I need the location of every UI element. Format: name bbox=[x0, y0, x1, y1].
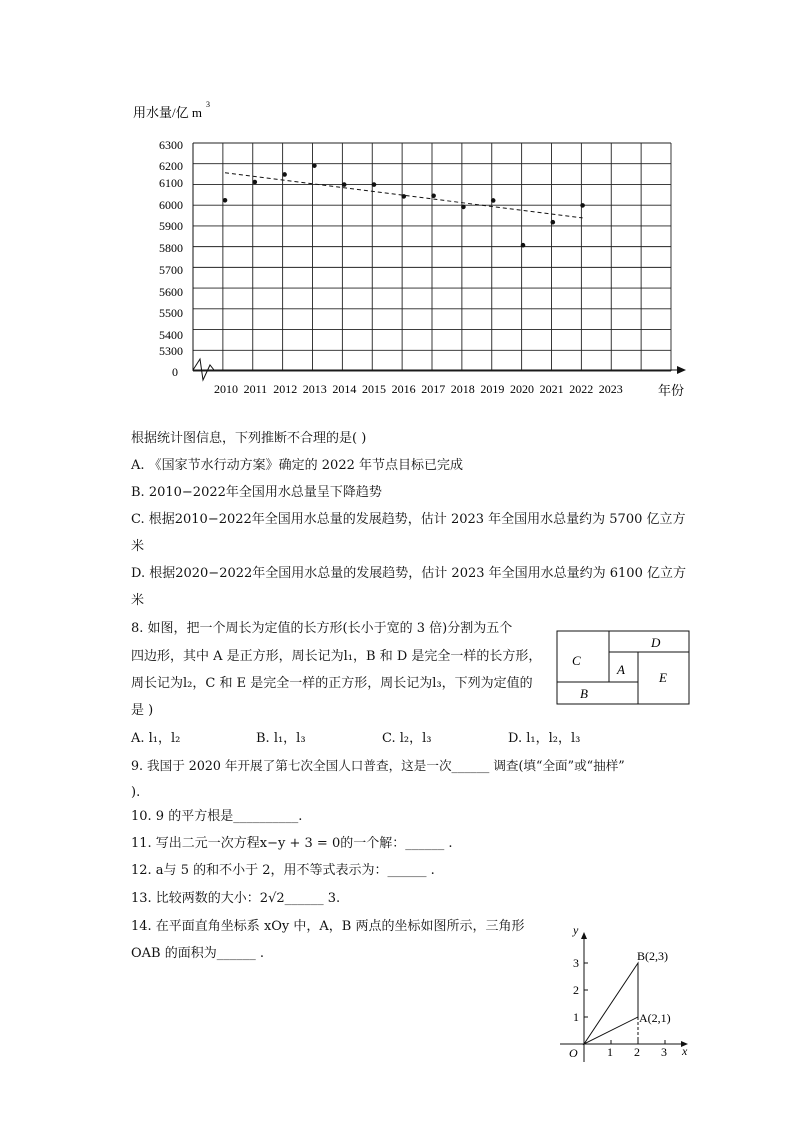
chart-grid bbox=[193, 143, 671, 371]
data-point bbox=[491, 198, 496, 203]
x-tick-label: 2018 bbox=[450, 382, 475, 396]
label-a: A bbox=[617, 662, 625, 677]
q7-stem: 根据统计图信息，下列推断不合理的是( ) bbox=[131, 431, 367, 446]
q8-option-b: B. l₁，l₃ bbox=[256, 731, 306, 746]
chart-svg bbox=[120, 92, 700, 402]
label-b: B bbox=[580, 686, 588, 701]
data-point bbox=[551, 220, 556, 225]
y-tick-label: 5900 bbox=[159, 219, 183, 233]
chart-ylabel: 用水量/亿 m bbox=[133, 105, 202, 120]
q14-line-2: OAB 的面积为______ . bbox=[131, 946, 264, 961]
x-tick-label: 2022 bbox=[569, 382, 594, 396]
q7-option-c-cont: 米 bbox=[131, 539, 145, 554]
q11-text: 11. 写出二元一次方程x−y + 3 = 0的一个解：______ . bbox=[131, 836, 453, 851]
chart-xlabel: 年份 bbox=[658, 383, 685, 398]
q7-option-c: C. 根据2010−2022年全国用水总量的发展趋势，估计 2023 年全国用水总量约为 5700 亿立方 bbox=[131, 512, 686, 527]
q8-line-1: 8. 如图，把一个周长为定值的长方形(长小于宽的 3 倍)分割为五个 bbox=[131, 621, 513, 636]
y-tick-label: 6300 bbox=[159, 138, 183, 152]
q14-xtick-label-3: 3 bbox=[661, 1045, 667, 1059]
x-tick-label: 2011 bbox=[243, 382, 268, 396]
y-tick-label: 6000 bbox=[159, 198, 183, 212]
x-tick-label: 2015 bbox=[362, 382, 386, 396]
q14-y-arrow bbox=[581, 932, 587, 939]
q7-option-b: B. 2010−2022年全国用水总量呈下降趋势 bbox=[131, 485, 382, 500]
label-d: D bbox=[651, 635, 661, 650]
q14-xtick-label-1: 1 bbox=[607, 1045, 613, 1059]
q14-line-1: 14. 在平面直角坐标系 xOy 中，A，B 两点的坐标如图所示，三角形 bbox=[131, 919, 525, 934]
y-tick-label: 6200 bbox=[159, 159, 183, 173]
q14-origin-label: O bbox=[569, 1046, 578, 1060]
x-axis-arrow bbox=[677, 366, 686, 374]
x-tick-label: 2021 bbox=[539, 382, 564, 396]
x-tick-label: 2012 bbox=[273, 382, 298, 396]
q8-option-c: C. l₂，l₃ bbox=[382, 731, 432, 746]
chart-y-ticks bbox=[159, 138, 183, 379]
q9-line-2: ). bbox=[131, 785, 141, 800]
x-tick-label: 2017 bbox=[421, 382, 446, 396]
q7-option-d-cont: 米 bbox=[131, 593, 145, 608]
rect-b bbox=[557, 682, 638, 704]
q8-line-2: 四边形，其中 A 是正方形，周长记为l₁，B 和 D 是完全一样的长方形， bbox=[131, 649, 542, 664]
square-c bbox=[557, 631, 609, 682]
data-point bbox=[580, 203, 585, 208]
data-point bbox=[312, 163, 317, 168]
q14-ytick-label-1: 1 bbox=[573, 1010, 579, 1024]
y-tick-label: 5800 bbox=[159, 241, 183, 255]
q14-x-label: x bbox=[682, 1044, 688, 1058]
q8-option-d: D. l₁，l₂，l₃ bbox=[508, 731, 581, 746]
x-tick-label: 2020 bbox=[510, 382, 534, 396]
q14-triangle-oab bbox=[584, 963, 638, 1044]
data-point bbox=[461, 205, 466, 210]
data-point bbox=[431, 193, 436, 198]
q8-rectangle-figure bbox=[555, 629, 691, 705]
data-point bbox=[282, 172, 287, 177]
q7-option-a: A. 《国家节水行动方案》确定的 2022 年节点目标已完成 bbox=[131, 458, 464, 473]
y-tick-label: 5600 bbox=[159, 285, 183, 299]
q7-option-d: D. 根据2020−2022年全国用水总量的发展趋势，估计 2023 年全国用水总量约为 6100 亿立方 bbox=[131, 566, 686, 581]
y-tick-label: 5500 bbox=[159, 306, 183, 320]
q12-text: 12. a与 5 的和不小于 2，用不等式表示为：______ . bbox=[131, 863, 435, 878]
rect-d bbox=[609, 631, 689, 652]
q13-text: 13. 比较两数的大小：2√2______ 3. bbox=[131, 891, 341, 906]
q14-y-label: y bbox=[573, 923, 579, 937]
q10-text: 10. 9 的平方根是__________. bbox=[131, 809, 303, 824]
q8-line-3: 周长记为l₂，C 和 E 是完全一样的正方形，周长记为l₃，下列为定值的 bbox=[131, 676, 533, 691]
x-tick-label: 2016 bbox=[391, 382, 416, 396]
q9-line-1: 9. 我国于 2020 年开展了第七次全国人口普查，这是一次______ 调查(填“全面”或“抽样” bbox=[131, 758, 625, 773]
y-tick-label: 5300 bbox=[159, 344, 183, 358]
data-point bbox=[372, 182, 377, 187]
q14-ytick-label-2: 2 bbox=[573, 983, 579, 997]
q14-coordinate-figure bbox=[555, 918, 695, 1070]
x-tick-label: 2013 bbox=[302, 382, 327, 396]
label-c: C bbox=[572, 653, 581, 668]
y-tick-label: 0 bbox=[172, 365, 178, 379]
q14-xtick-label-2: 2 bbox=[634, 1045, 640, 1059]
water-usage-chart bbox=[120, 92, 700, 402]
y-tick-label: 5700 bbox=[159, 263, 183, 277]
x-tick-label: 2019 bbox=[480, 382, 505, 396]
data-point bbox=[342, 182, 347, 187]
y-tick-label: 6100 bbox=[159, 176, 183, 190]
x-tick-label: 2023 bbox=[598, 382, 623, 396]
y-tick-label: 5400 bbox=[159, 328, 183, 342]
chart-ylabel-sup: 3 bbox=[206, 100, 210, 109]
data-point bbox=[521, 243, 526, 248]
q14-point-b-label: B(2,3) bbox=[637, 949, 668, 963]
x-tick-label: 2014 bbox=[332, 382, 357, 396]
x-tick-label: 2010 bbox=[214, 382, 238, 396]
q8-line-4: 是 ) bbox=[131, 703, 154, 718]
q8-option-a: A. l₁，l₂ bbox=[131, 731, 181, 746]
data-point bbox=[223, 198, 228, 203]
label-e: E bbox=[659, 670, 667, 685]
chart-x-ticks bbox=[214, 382, 623, 396]
data-point bbox=[253, 180, 258, 185]
q14-point-a-label: A(2,1) bbox=[639, 1011, 671, 1025]
q14-ytick-label-3: 3 bbox=[573, 956, 579, 970]
